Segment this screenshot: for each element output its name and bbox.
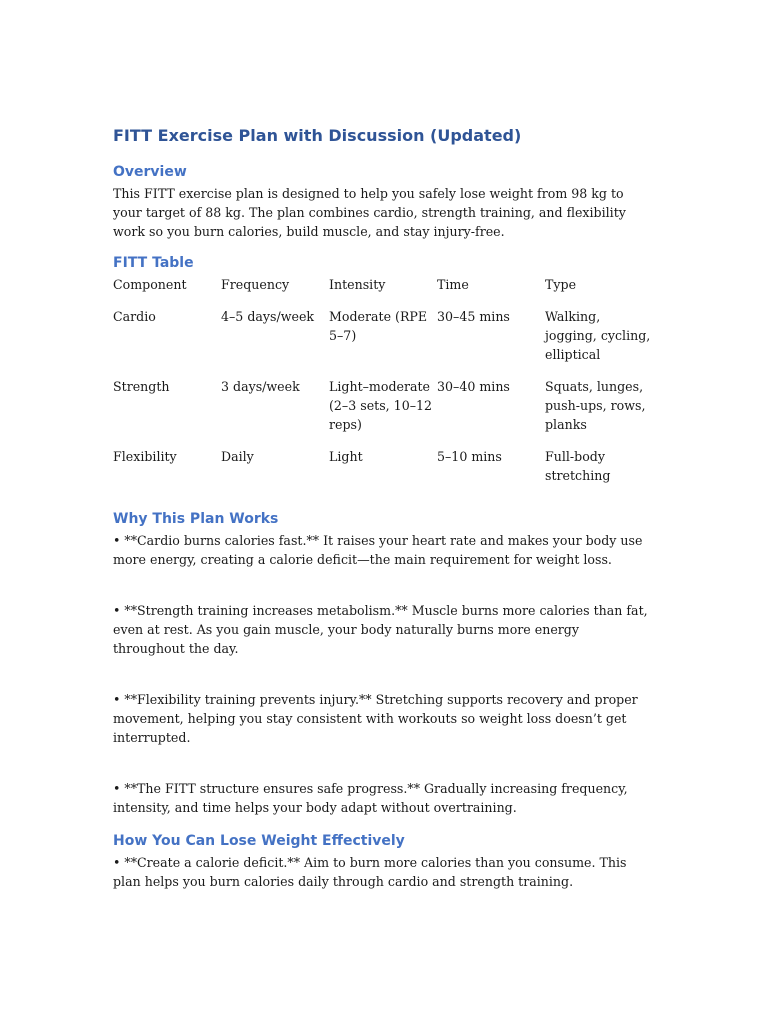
table-cell: Strength [113,379,170,394]
column-header-frequency: Frequency [221,277,290,292]
document-title: FITT Exercise Plan with Discussion (Updated) [113,126,522,145]
overview-heading: Overview [113,164,187,180]
column-header-type: Type [545,277,577,292]
column-header-time: Time [437,277,469,292]
table-row [113,377,653,447]
table-cell: 5–10 mins [437,449,502,464]
table-cell: Light–moderate (2–3 sets, 10–12 reps) [329,379,433,432]
table-cell: 4–5 days/week [221,309,315,324]
table-row [113,307,653,377]
table-cell: Light [329,449,363,464]
column-header-component: Component [113,277,187,292]
table-cell: 30–40 mins [437,379,510,394]
how-heading: How You Can Lose Weight Effectively [113,833,405,849]
table-cell: 3 days/week [221,379,300,394]
table-cell: Moderate (RPE 5–7) [329,309,428,343]
table-cell: Full-body stretching [545,449,611,483]
table-cell: 30–45 mins [437,309,510,324]
fitt-table [113,275,653,485]
table-cell: Squats, lunges, push-ups, rows, planks [545,379,646,432]
table-cell: Walking, jogging, cycling, elliptical [545,309,651,362]
table-header-row [113,275,653,307]
why-heading: Why This Plan Works [113,511,279,527]
table-cell: Flexibility [113,449,177,464]
overview-text: This FITT exercise plan is designed to help you safely lose weight from 98 kg to your target of 88 kg. The plan combines cardio, strength training, and flexibility work so you burn calories, build muscle, and stay injury-free. [113,186,626,239]
column-header-intensity: Intensity [329,277,386,292]
table-cell: Daily [221,449,254,464]
bullet-paragraph: • **Flexibility training prevents injury.** Stretching supports recovery and proper movement, helping you stay consistent with workouts so weight loss doesn’t get interrupted. [113,692,638,745]
table-cell: Cardio [113,309,156,324]
bullet-paragraph: • **Create a calorie deficit.** Aim to burn more calories than you consume. This plan helps you burn calories daily through cardio and strength training. [113,855,627,889]
document-page [113,122,653,891]
bullet-paragraph: • **The FITT structure ensures safe progress.** Gradually increasing frequency, intensity, and time helps your body adapt without overtraining. [113,781,628,815]
bullet-paragraph: • **Strength training increases metabolism.** Muscle burns more calories than fat, even at rest. As you gain muscle, your body naturally burns more energy throughout the day. [113,603,648,656]
bullet-paragraph: • **Cardio burns calories fast.** It raises your heart rate and makes your body use more energy, creating a calorie deficit—the main requirement for weight loss. [113,533,643,567]
table-row [113,447,653,485]
fitt-table-heading: FITT Table [113,255,194,271]
